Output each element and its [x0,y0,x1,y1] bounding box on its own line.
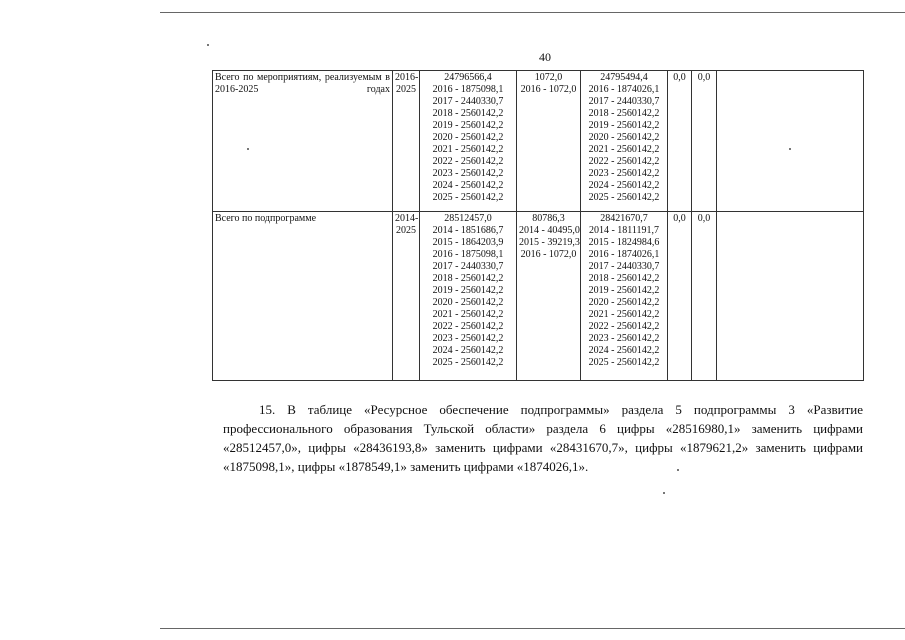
federal-year-line: 2014 - 40495,0 [519,225,580,236]
federal-cell [517,71,581,212]
scan-speck [677,469,679,471]
regional-year-line: 2014 - 1811191,7 [588,225,660,236]
regional-year-line: 2023 - 2560142,2 [588,168,660,179]
local-budget-cell: 0,0 [668,212,692,381]
total-year-line: 2020 - 2560142,2 [432,132,504,143]
total-year-line: 2022 - 2560142,2 [432,321,504,332]
scan-speck [247,148,249,150]
regional-year-line: 2016 - 1874026,1 [588,84,660,95]
total-year-line: 2020 - 2560142,2 [432,297,504,308]
total-year-line: 2017 - 2440330,7 [432,96,504,107]
regional-year-line: 2021 - 2560142,2 [588,144,660,155]
federal-sum: 1072,0 [534,72,563,83]
total-year-line: 2015 - 1864203,9 [432,237,504,248]
period-start: 2014- [395,213,419,224]
total-year-line: 2023 - 2560142,2 [432,168,504,179]
regional-year-line: 2017 - 2440330,7 [588,96,660,107]
total-year-line: 2017 - 2440330,7 [432,261,504,272]
regional-year-line: 2025 - 2560142,2 [588,192,660,203]
total-year-line: 2018 - 2560142,2 [432,273,504,284]
total-year-line: 2014 - 1851686,7 [432,225,504,236]
bottom-border-line [160,628,905,629]
page-number: 40 [539,50,551,64]
extra-budget-cell: 0,0 [692,71,717,212]
scan-speck [789,148,791,150]
period-end: 2025 [396,225,416,236]
total-sum: 28512457,0 [444,213,492,224]
regional-year-line: 2018 - 2560142,2 [588,273,660,284]
regional-year-line: 2019 - 2560142,2 [588,285,660,296]
total-year-line: 2021 - 2560142,2 [432,144,504,155]
regional-year-line: 2023 - 2560142,2 [588,333,660,344]
period-cell [393,212,420,381]
total-year-line: 2025 - 2560142,2 [432,357,504,368]
total-cell [420,71,517,212]
scan-speck [207,44,209,46]
regional-cell [581,212,668,381]
federal-year-line: 2016 - 1072,0 [520,249,577,260]
regional-year-line: 2020 - 2560142,2 [588,297,660,308]
period-start: 2016- [395,72,419,83]
empty-cell [717,71,864,212]
table-row [213,212,864,381]
regional-year-line: 2022 - 2560142,2 [588,321,660,332]
extra-budget-cell: 0,0 [692,212,717,381]
total-year-line: 2021 - 2560142,2 [432,309,504,320]
amendment-paragraph: 15. В таблице «Ресурсное обеспечение подпрограммы» раздела 5 подпрограммы 3 «Развитие профессионального образования Тульской области» раздела 6 цифры «28516980,1» заменить цифрами «28512457,0», цифры «28436193,8» заменить цифрами «28431670,7», цифры «1879621,2» заменить цифрами «1875098,1», цифры «1878549,1» заменить цифрами «1874026,1». [223,402,863,474]
total-sum: 24796566,4 [444,72,492,83]
regional-year-line: 2024 - 2560142,2 [588,345,660,356]
regional-year-line: 2018 - 2560142,2 [588,108,660,119]
federal-cell [517,212,581,381]
regional-year-line: 2017 - 2440330,7 [588,261,660,272]
regional-year-line: 2025 - 2560142,2 [588,357,660,368]
row-label: Всего по подпрограмме [213,212,393,381]
federal-year-line: 2016 - 1072,0 [520,84,577,95]
total-year-line: 2025 - 2560142,2 [432,192,504,203]
federal-sum: 80786,3 [532,213,565,224]
scan-speck [663,492,665,494]
empty-cell [717,212,864,381]
regional-cell [581,71,668,212]
regional-year-line: 2020 - 2560142,2 [588,132,660,143]
local-budget-cell: 0,0 [668,71,692,212]
total-year-line: 2024 - 2560142,2 [432,345,504,356]
total-year-line: 2024 - 2560142,2 [432,180,504,191]
regional-year-line: 2015 - 1824984,6 [588,237,660,248]
total-year-line: 2016 - 1875098,1 [432,249,504,260]
federal-year-line: 2015 - 39219,3 [519,237,580,248]
total-year-line: 2023 - 2560142,2 [432,333,504,344]
regional-sum: 28421670,7 [600,213,648,224]
regional-year-line: 2022 - 2560142,2 [588,156,660,167]
regional-year-line: 2019 - 2560142,2 [588,120,660,131]
top-border-line [160,12,905,13]
period-cell [393,71,420,212]
regional-sum: 24795494,4 [600,72,648,83]
total-year-line: 2016 - 1875098,1 [432,84,504,95]
resources-table [212,70,864,381]
row-label: Всего по мероприятиям, реализуемым в 2016-2025 годах [213,71,393,212]
total-year-line: 2019 - 2560142,2 [432,120,504,131]
regional-year-line: 2021 - 2560142,2 [588,309,660,320]
regional-year-line: 2024 - 2560142,2 [588,180,660,191]
total-year-line: 2022 - 2560142,2 [432,156,504,167]
total-year-line: 2018 - 2560142,2 [432,108,504,119]
period-end: 2025 [396,84,416,95]
table-row [213,71,864,212]
total-year-line: 2019 - 2560142,2 [432,285,504,296]
regional-year-line: 2016 - 1874026,1 [588,249,660,260]
total-cell [420,212,517,381]
